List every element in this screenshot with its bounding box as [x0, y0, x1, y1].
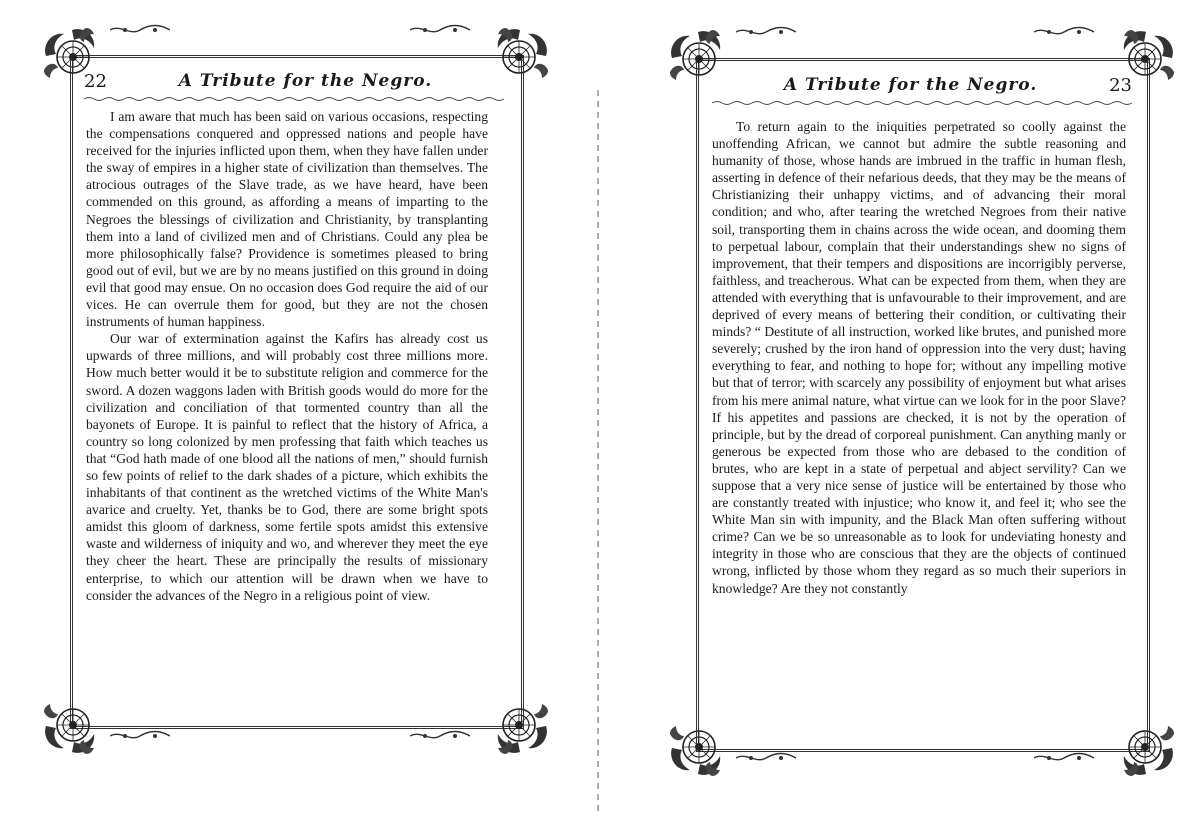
edge-flourish-top — [410, 24, 470, 36]
page-header — [712, 70, 1132, 100]
edge-flourish-bottom — [410, 730, 470, 742]
edge-flourish-top — [736, 26, 796, 38]
page-number: 23 — [1109, 74, 1132, 96]
body-text — [86, 108, 488, 604]
paragraph: Our war of extermination against the Kafirs has already cost us upwards of three millions, and will probably cost three millions more. How much better would it be to substitute religion and commerce for the sword. A dozen waggons laden with British goods would do more for the civilization and conciliation of that tormented country than all the bayonets of Europe. It is painful to reflect that the history of Africa, a country so long colonized by men professing that faith which teaches us that “God hath made of one blood all the nations of men,” should furnish so few points of relief to the dark shades of a picture, which exhibits the inhabitants of that continent as the wretched victims of the White Man's avarice and cruelty. Yet, thanks be to God, there are some bright spots amidst this gloom of darkness, some fertile spots amidst this extensive waste and wilderness of iniquity and wo, and wherever they meet the eye they cheer the heart. These are principally the results of missionary enterprise, to which our attention will be drawn when we have to consider the advances of the Negro in a religious point of view. — [86, 331, 488, 603]
page-header — [84, 66, 504, 96]
corner-ornament-bottom-left — [38, 690, 108, 760]
body-text — [712, 118, 1126, 597]
left-page — [0, 0, 596, 816]
corner-ornament-bottom-left — [664, 712, 734, 782]
edge-flourish-top — [110, 24, 170, 36]
edge-flourish-top — [1034, 26, 1094, 38]
book-spine — [597, 90, 599, 816]
edge-flourish-bottom — [110, 730, 170, 742]
right-page — [604, 0, 1200, 816]
header-rule — [84, 96, 504, 102]
corner-ornament-bottom-right — [1110, 712, 1180, 782]
header-rule — [712, 100, 1132, 106]
paragraph: I am aware that much has been said on various occasions, respecting the compensations conquered and oppressed nations and people have received for the injuries inflicted upon them, when they have fallen under the sway of empires in a higher state of civilization than themselves. The atrocious outrages of the Slave trade, as we have heard, have been commended on this ground, as affording a means of imparting to the Negroes the blessings of civilization and Christianity, by transplanting them into a land of civilized men and of Christians. Could any plea be more philosophically false? Providence is sometimes pleased to bring good out of evil, but we are by no means justified on this ground in doing evil that good may ensue. On no occasion does God require the aid of our vices. He can overrule them for good, but they are not the chosen instruments of human happiness. — [86, 109, 488, 330]
running-head: A Tribute for the Negro. — [178, 71, 433, 91]
page-number: 22 — [84, 70, 107, 92]
running-head: A Tribute for the Negro. — [783, 75, 1038, 95]
paragraph: To return again to the iniquities perpetrated so coolly against the unoffending African, we cannot but admire the subtle reasoning and humanity of those, whose hands are imbrued in the traffic in human flesh, asserting in defence of their nefarious deeds, that they may be the means of Christianizing their unhappy victims, and of advancing their moral condition; and who, after tearing the wretched Negroes from their native soil, transporting them in chains across the wide ocean, and dooming them to perpetual labour, complain that their understandings shew no signs of improvement, that their tempers and dispositions are incorrigibly perverse, faithless, and treacherous. What can be expected from them, when they are attended with everything that is unfavourable to their improvement, and are deprived of every means of bettering their condition, or cultivating their minds? “ Destitute of all instruction, worked like brutes, and punished more severely; crushed by the iron hand of oppression into the very dust; having everything to fear, and nothing to hope for; without any impelling motive but that of terror; with scarcely any possibility of enjoyment but what arises from his mere animal nature, what virtue can we look for in the poor Slave? If his appetites and passions are checked, it is not by the operation of principle, but by the dread of corporeal punishment. Can anything manly or generous be expected from those who are debased to the condition of brutes, who are kept in a state of perpetual and abject servility? Can we suppose that a very nice sense of justice will be entertained by those who are constantly treated with injustice; who know it, and feel it; who see the White Man sin with impunity, and the Black Man often suffering without crime? Can we be so unreasonable as to look for undeviating honesty and integrity in those who are conscious that they are the objects of continued wrong, inflicted by those whom they regard as so much their superiors in knowledge? Are they not constantly — [712, 119, 1126, 596]
edge-flourish-bottom — [1034, 752, 1094, 764]
edge-flourish-bottom — [736, 752, 796, 764]
corner-ornament-bottom-right — [484, 690, 554, 760]
